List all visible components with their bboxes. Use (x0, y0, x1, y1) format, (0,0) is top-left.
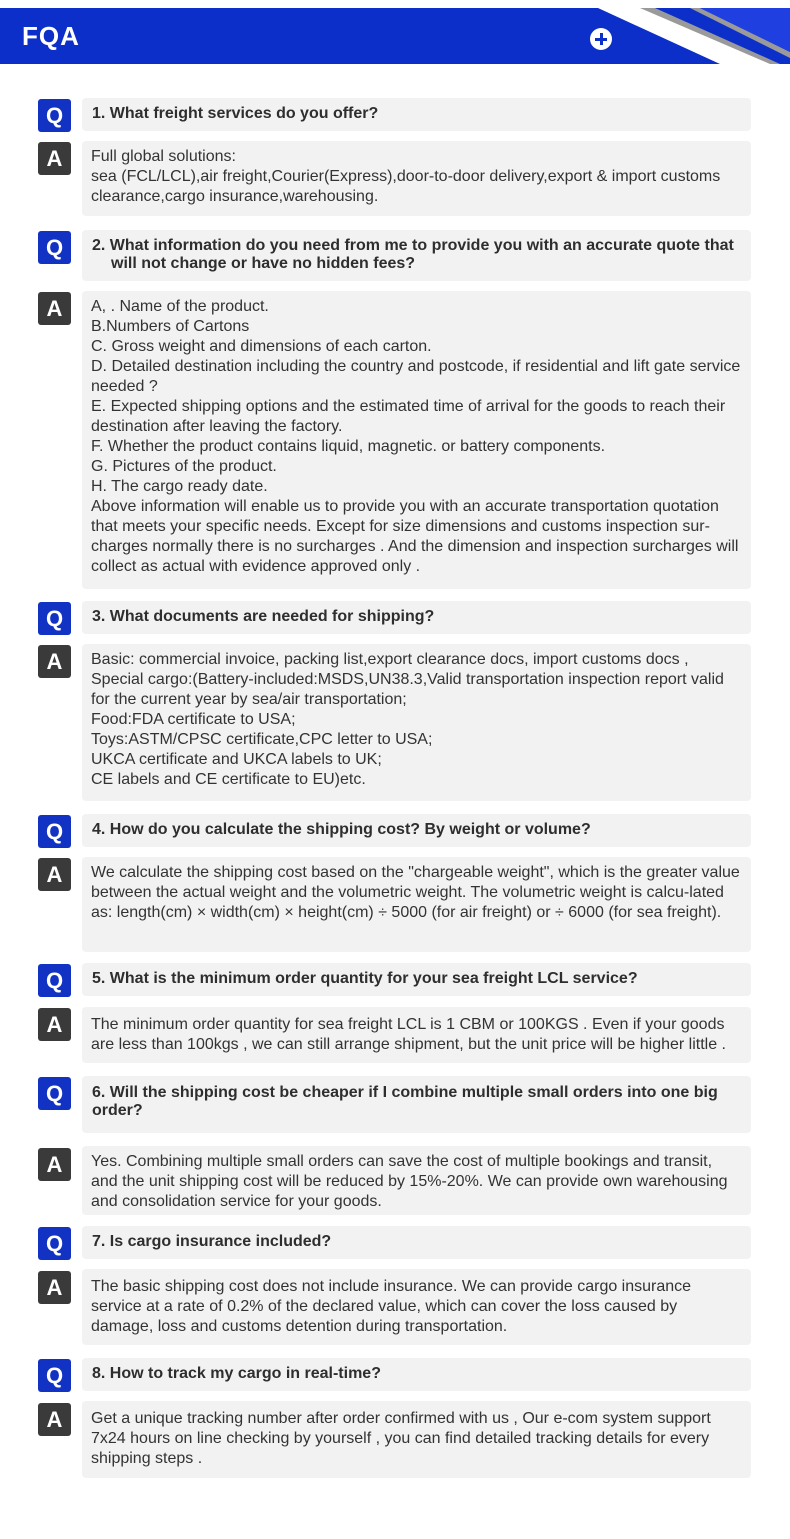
answer-text: The basic shipping cost does not include insurance. We can provide cargo insurance service at a rate of 0.2% of the declared value, which can cover the loss caused by damage, loss and customs detention during transportation. (91, 1278, 692, 1335)
answer-text: Get a unique tracking number after order confirmed with us , Our e-com system support 7x24 hours on line checking by yourself , you can find detailed tracking details for every shipping steps . (91, 1410, 711, 1467)
answer-badge: A (38, 1148, 71, 1181)
answer-badge: A (38, 645, 71, 678)
question-box (82, 601, 751, 634)
question-badge: Q (38, 99, 71, 132)
answer-badge: A (38, 292, 71, 325)
question-badge: Q (38, 964, 71, 997)
question-text: 8. How to track my cargo in real-time? (92, 1365, 381, 1382)
plus-circle-icon[interactable] (590, 28, 612, 50)
answer-box (82, 291, 751, 589)
answer-badge: A (38, 142, 71, 175)
question-text: 2. What information do you need from me to provide you with an accurate quote that will not change or have no hidden fees? (92, 237, 734, 272)
question-badge: Q (38, 231, 71, 264)
answer-text: A, . Name of the product. B.Numbers of Cartons C. Gross weight and dimensions of each carton. D. Detailed destination including the country and postcode, if residential and lift gate service needed ? E. Expected shipping options and the estimated time of arrival for the goods to reach their destination after leaving the factory. F. Whether the product contains liquid, magnetic. or battery components. G. Pictures of the product. H. The cargo ready date. Above information will enable us to provide you with an accurate transportation quotation that meets your specific needs. Except for size dimensions and customs inspection sur-charges normally there is no surcharges . And the dimension and inspection surcharges will collect as actual with evidence approved only . (91, 298, 741, 575)
question-box (82, 230, 751, 281)
question-box (82, 1076, 751, 1133)
answer-badge: A (38, 1271, 71, 1304)
answer-box (82, 1146, 751, 1215)
answer-box (82, 857, 751, 952)
answer-text: The minimum order quantity for sea freight LCL is 1 CBM or 100KGS . Even if your goods are less than 100kgs , we can still arrange shipment, but the unit price will be higher little . (91, 1016, 726, 1053)
page-title: FQA (22, 21, 80, 51)
question-badge: Q (38, 815, 71, 848)
stripe-decoration (0, 8, 790, 64)
header-banner (0, 8, 790, 64)
question-text: 4. How do you calculate the shipping cost? By weight or volume? (92, 821, 591, 838)
question-box (82, 1226, 751, 1259)
question-text: 1. What freight services do you offer? (92, 105, 379, 122)
answer-text: Basic: commercial invoice, packing list,export clearance docs, import customs docs , Special cargo:(Battery-included:MSDS,UN38.3,Valid transportation inspection report valid for the current year by sea/air transportation; Food:FDA certificate to USA; Toys:ASTM/CPSC certificate,CPC letter to USA; UKCA certificate and UKCA labels to UK; CE labels and CE certificate to EU)etc. (91, 651, 724, 788)
question-box (82, 1358, 751, 1391)
question-text: 5. What is the minimum order quantity for your sea freight LCL service? (92, 970, 638, 987)
answer-text: Yes. Combining multiple small orders can save the cost of multiple bookings and transit, and the unit shipping cost will be reduced by 15%-20%. We can provide own warehousing and consolidation service for your goods. (91, 1153, 728, 1210)
question-box (82, 814, 751, 847)
question-badge: Q (38, 1077, 71, 1110)
question-text: 7. Is cargo insurance included? (92, 1233, 332, 1250)
answer-text: Full global solutions: sea (FCL/LCL),air freight,Courier(Express),door-to-door delivery,export & import customs clearance,cargo insurance,warehousing. (91, 148, 721, 205)
answer-box (82, 1269, 751, 1345)
question-box (82, 963, 751, 996)
answer-box (82, 644, 751, 801)
question-badge: Q (38, 1359, 71, 1392)
answer-box (82, 141, 751, 216)
answer-box (82, 1007, 751, 1063)
answer-box (82, 1401, 751, 1478)
question-box (82, 98, 751, 131)
answer-text: We calculate the shipping cost based on the "chargeable weight", which is the greater value between the actual weight and the volumetric weight. The volumetric weight is calcu-lated as: length(cm) × width(cm) × height(cm) ÷ 5000 (for air freight) or ÷ 6000 (for sea freight). (91, 864, 740, 921)
question-badge: Q (38, 602, 71, 635)
question-badge: Q (38, 1227, 71, 1260)
answer-badge: A (38, 858, 71, 891)
answer-badge: A (38, 1008, 71, 1041)
answer-badge: A (38, 1403, 71, 1436)
question-text: 6. Will the shipping cost be cheaper if I combine multiple small orders into one big order? (92, 1084, 718, 1119)
question-text: 3. What documents are needed for shipping? (92, 608, 435, 625)
